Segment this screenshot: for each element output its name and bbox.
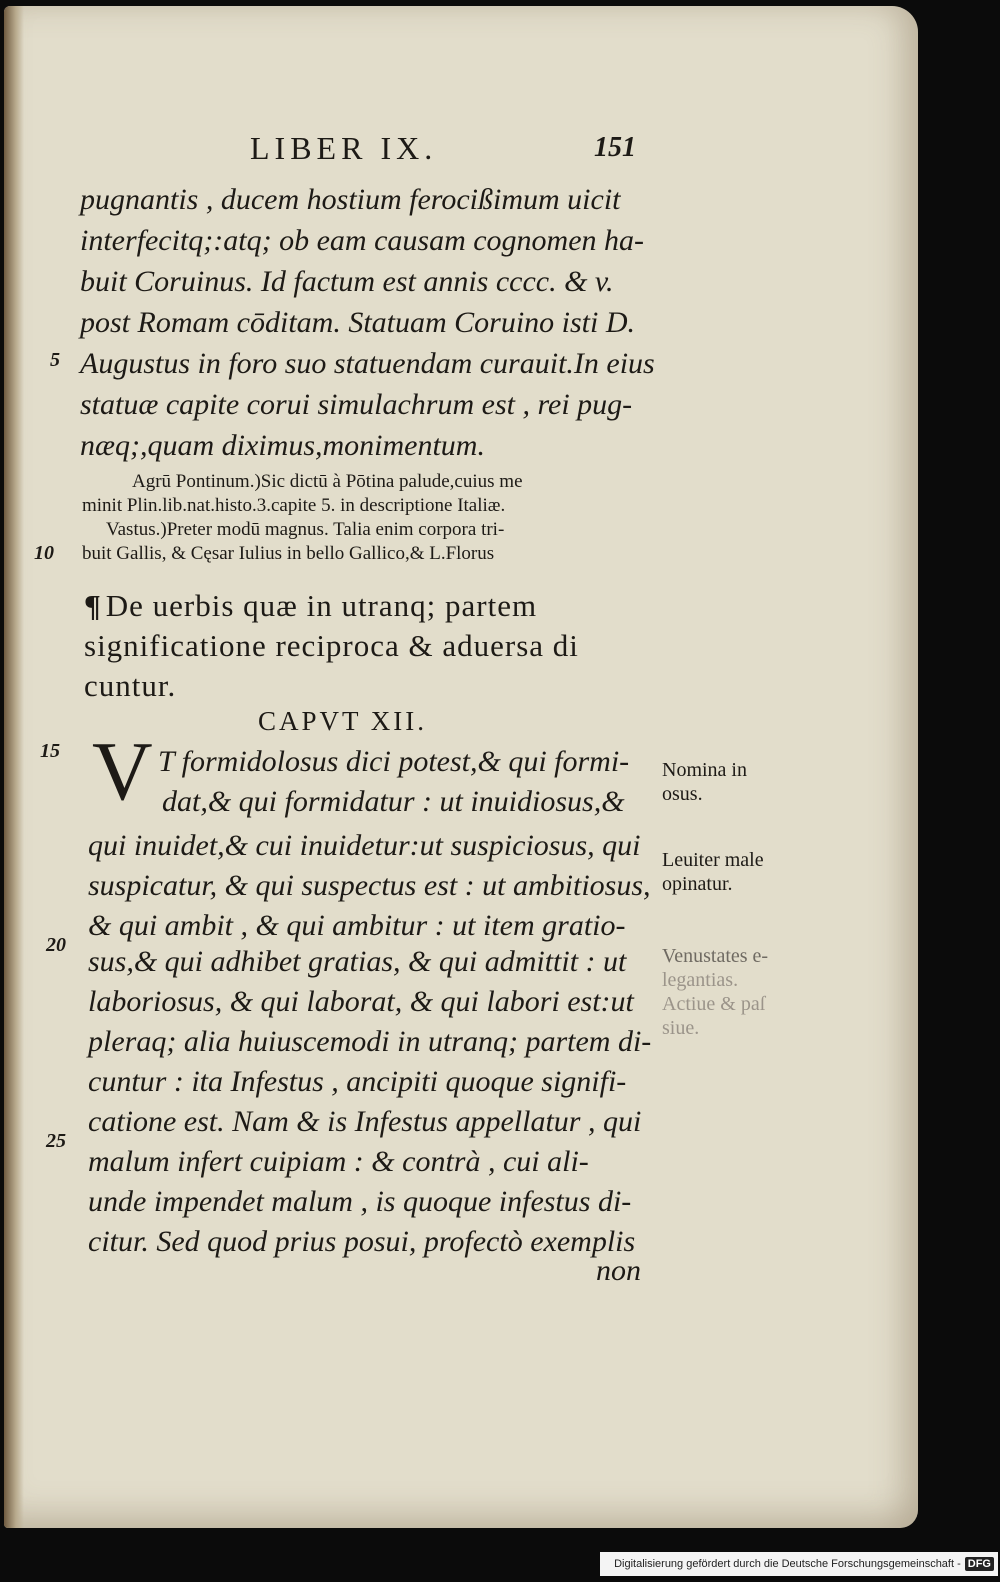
credit-text: Digitalisierung gefördert durch die Deutsche Forschungsgemeinschaft - xyxy=(614,1558,961,1570)
text-line: post Romam cōditam. Statuam Coruino isti D. xyxy=(80,306,636,339)
drop-capital: V xyxy=(92,725,153,818)
text-line: interfecitq;:atq; ob eam causam cognomen ha- xyxy=(80,224,645,257)
text-line: sus,& qui adhibet gratias, & qui admittit : ut xyxy=(88,945,627,978)
text-line: buit Coruinus. Id factum est annis cccc. & v. xyxy=(80,265,614,298)
digitization-credit xyxy=(600,1552,998,1576)
text-line: Augustus in foro suo statuendam curauit.In eius xyxy=(80,347,655,380)
note-line: buit Gallis, & Cęsar Iulius in bello Gallico,& L.Florus xyxy=(82,543,495,564)
marginal-note-line: osus. xyxy=(662,783,703,805)
note-line: Vastus.)Preter modū magnus. Talia enim corpora tri- xyxy=(106,519,505,540)
text-line: statuæ capite corui simulachrum est , rei pug- xyxy=(80,388,633,421)
marginal-note xyxy=(662,848,764,896)
line-number: 15 xyxy=(40,740,60,762)
marginal-note-line: Leuiter male xyxy=(662,849,764,871)
marginal-note-line: Venustates e- xyxy=(662,945,769,967)
note-line: Agrū Pontinum.)Sic dictū à Pōtina palude,cuius me xyxy=(132,471,523,492)
text-line: citur. Sed quod prius posui, profectò exemplis xyxy=(88,1225,636,1258)
heading-line-text: De uerbis quæ in utranq; partem xyxy=(105,588,538,623)
text-line: suspicatur, & qui suspectus est : ut ambitiosus, xyxy=(88,869,651,902)
marginal-note xyxy=(662,944,768,1040)
marginal-note-line: Actiue & paſ xyxy=(662,993,766,1015)
folio-number: 151 xyxy=(594,132,636,163)
text-line: næq;,quam diximus,monimentum. xyxy=(80,429,485,462)
marginal-note-line: legantias. xyxy=(662,969,739,991)
text-line: catione est. Nam & is Infestus appellatur , qui xyxy=(88,1105,642,1138)
text-line: dat,& qui formidatur : ut inuidiosus,& xyxy=(162,785,625,818)
line-number: 25 xyxy=(46,1130,66,1152)
heading-line xyxy=(84,586,537,626)
line-number: 5 xyxy=(50,349,60,371)
text-line: cuntur : ita Infestus , ancipiti quoque signifi- xyxy=(88,1065,627,1098)
dfg-logo: DFG xyxy=(965,1557,994,1571)
marginal-note-line: siue. xyxy=(662,1017,700,1039)
text-line: pleraq; alia huiuscemodi in utranq; partem di- xyxy=(88,1025,652,1058)
text-line: T formidolosus dici potest,& qui formi- xyxy=(158,745,630,778)
text-line: qui inuidet,& cui inuidetur:ut suspiciosus, qui xyxy=(88,829,641,862)
text-line: unde impendet malum , is quoque infestus di- xyxy=(88,1185,632,1218)
marginal-note-line: opinatur. xyxy=(662,873,733,895)
line-number: 10 xyxy=(34,542,54,564)
text-line: & qui ambit , & qui ambitur : ut item gratio- xyxy=(88,909,626,942)
catchword: non xyxy=(596,1254,641,1287)
book-spine-shadow xyxy=(4,6,24,1528)
heading-line: significatione reciproca & aduersa di xyxy=(84,628,579,663)
marginal-note-line: Nomina in xyxy=(662,759,747,781)
note-line: minit Plin.lib.nat.histo.3.capite 5. in descriptione Italiæ. xyxy=(82,495,506,516)
pilcrow-mark: ¶ xyxy=(84,588,102,623)
heading-line: cuntur. xyxy=(84,668,177,703)
text-line: laboriosus, & qui laborat, & qui labori est:ut xyxy=(88,985,634,1018)
text-line: pugnantis , ducem hostium ferocißimum uicit xyxy=(80,183,621,216)
line-number: 20 xyxy=(46,934,66,956)
text-line: malum infert cuipiam : & contrà , cui ali- xyxy=(88,1145,589,1178)
marginal-note xyxy=(662,758,747,806)
caput-title: CAPVT XII. xyxy=(258,706,428,736)
running-head: LIBER IX. xyxy=(250,130,438,166)
